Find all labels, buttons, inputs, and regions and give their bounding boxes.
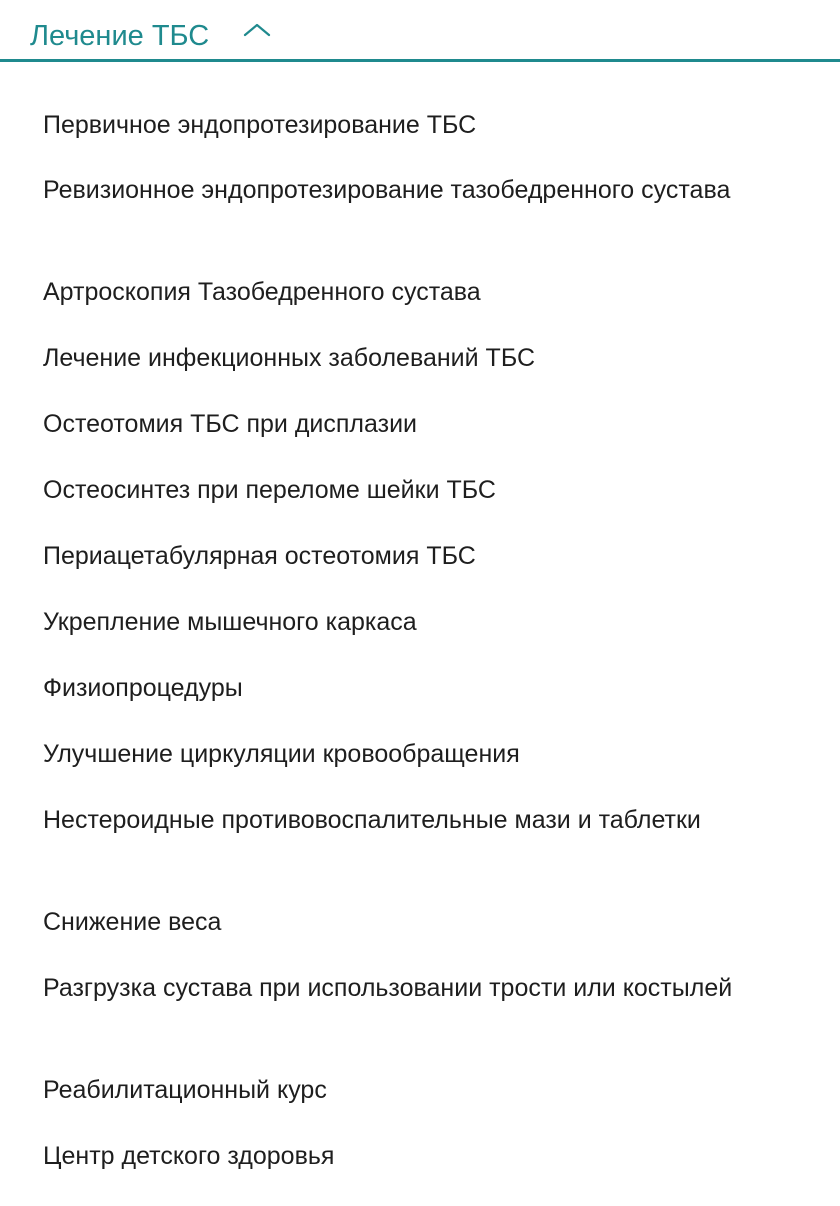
accordion-header[interactable] — [0, 0, 840, 62]
list-item-label: Лечение инфекционных заболеваний ТБС — [43, 344, 535, 372]
list-item-label: Улучшение циркуляции кровообращения — [43, 740, 520, 768]
chevron-up-icon[interactable] — [243, 22, 271, 38]
list-item-revision-arthroplasty[interactable] — [43, 173, 783, 208]
list-item-physiotherapy[interactable] — [43, 671, 783, 706]
list-item-label: Остеосинтез при переломе шейки ТБС — [43, 476, 496, 504]
list-item-primary-arthroplasty[interactable] — [43, 108, 783, 143]
list-item-label: Артроскопия Тазобедренного сустава — [43, 278, 481, 306]
list-item-hip-arthroscopy[interactable] — [43, 275, 783, 310]
list-item-label: Ревизионное эндопротезирование тазобедренного сустава — [43, 176, 731, 204]
list-item-infection-treatment[interactable] — [43, 341, 783, 376]
list-item-muscle-strengthening[interactable] — [43, 605, 783, 640]
list-item-label: Укрепление мышечного каркаса — [43, 608, 417, 636]
list-item-label: Разгрузка сустава при использовании трости или костылей — [43, 974, 733, 1002]
list-item-osteosynthesis[interactable] — [43, 473, 783, 508]
list-item-joint-unloading[interactable] — [43, 971, 783, 1006]
list-item-label: Снижение веса — [43, 908, 222, 936]
list-item-label: Первичное эндопротезирование ТБС — [43, 111, 477, 139]
list-item-label: Физиопроцедуры — [43, 674, 243, 702]
list-item-label: Остеотомия ТБС при дисплазии — [43, 410, 418, 438]
list-item-periacetabular-osteotomy[interactable] — [43, 539, 783, 574]
list-item-osteotomy-dysplasia[interactable] — [43, 407, 783, 442]
list-item-circulation[interactable] — [43, 737, 783, 772]
list-item-weight-loss[interactable] — [43, 905, 783, 940]
list-item-label: Периацетабулярная остеотомия ТБС — [43, 542, 476, 570]
list-item-label: Реабилитационный курс — [43, 1076, 327, 1104]
list-item-label: Центр детского здоровья — [43, 1142, 335, 1170]
list-item-label: Нестероидные противовоспалительные мази и таблетки — [43, 806, 701, 834]
list-item-nsaids[interactable] — [43, 803, 783, 838]
list-item-rehabilitation[interactable] — [43, 1073, 783, 1108]
accordion-title[interactable]: Лечение ТБС — [30, 20, 210, 52]
list-item-children-health-center[interactable] — [43, 1139, 783, 1174]
